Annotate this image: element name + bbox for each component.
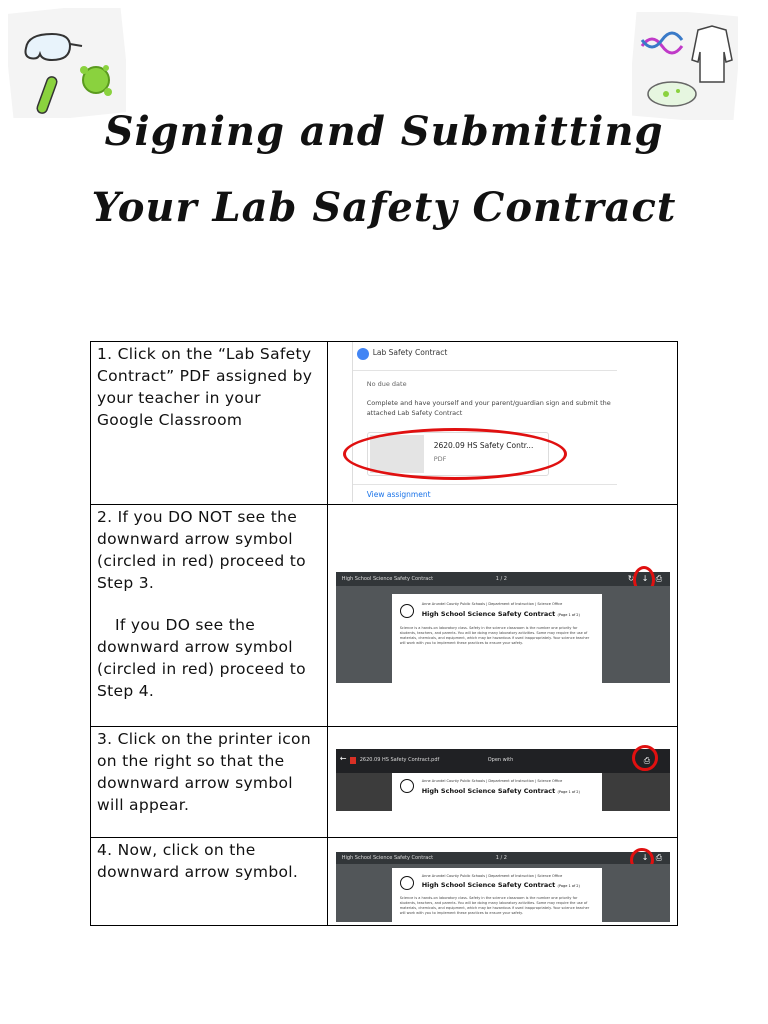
attachment-filename: 2620.09 HS Safety Contr... <box>433 441 534 450</box>
pdf-org: Anne Arundel County Public Schools | Department of Instruction | Science Office <box>421 874 563 878</box>
lab-clipart-right <box>632 12 738 120</box>
pdf-heading: High School Science Safety Contract (Page 1 of 2) <box>421 881 580 889</box>
page-title-line-1: Signing and Submitting <box>104 108 664 155</box>
step-row-2 <box>91 505 678 727</box>
pdf-heading: High School Science Safety Contract (Page 1 of 2) <box>421 610 580 618</box>
step-1-text: 1. Click on the “Lab Safety Contract” PDF assigned by your teacher in your Google Classroom <box>97 345 313 429</box>
steps-table <box>90 341 678 926</box>
attachment-filetype: PDF <box>433 455 447 463</box>
pdf-viewer-body <box>336 586 670 683</box>
pdf-viewer-toolbar <box>336 852 670 864</box>
page-counter: 1 / 2 <box>495 576 507 582</box>
download-arrow-icon[interactable]: ↓ <box>641 574 649 583</box>
open-with-button[interactable]: Open with <box>487 757 514 763</box>
page-title-line-2: Your Lab Safety Contract <box>91 184 677 231</box>
download-arrow-icon[interactable]: ↓ <box>641 853 649 862</box>
pdf-filename: 2620.09 HS Safety Contract.pdf <box>359 757 440 763</box>
lab-clipart-left <box>8 8 126 118</box>
pdf-viewer-body <box>336 864 670 922</box>
school-logo <box>400 876 414 890</box>
pdf-page <box>392 773 602 811</box>
pdf-heading: High School Science Safety Contract (Page 1 of 2) <box>421 787 580 795</box>
step-4-screenshot <box>327 838 677 926</box>
due-date: No due date <box>366 380 407 388</box>
step-2-text: 2. If you DO NOT see the downward arrow symbol (circled in red) proceed to Step 3. <box>97 508 306 592</box>
petri-dish-icon <box>648 82 696 106</box>
classroom-assignment-panel <box>352 342 617 502</box>
pdf-title: High School Science Safety Contract <box>341 855 434 861</box>
pdf-org: Anne Arundel County Public Schools | Department of Instruction | Science Office <box>421 602 563 606</box>
step-row-4 <box>91 838 678 926</box>
school-logo <box>400 604 414 618</box>
step-3-screenshot <box>327 727 677 838</box>
page-counter: 1 / 2 <box>495 855 507 861</box>
assignment-title: Lab Safety Contract <box>372 348 448 357</box>
print-icon[interactable]: ⎙ <box>655 853 663 862</box>
step-3-text: 3. Click on the printer icon on the right so that the downward arrow symbol will appear. <box>97 730 311 814</box>
highlight-circle <box>343 428 567 480</box>
assignment-description: Complete and have yourself and your parent/guardian sign and submit the attached Lab Safety Contract <box>366 399 611 417</box>
pdf-page <box>392 594 602 683</box>
pdf-org: Anne Arundel County Public Schools | Department of Instruction | Science Office <box>421 779 563 783</box>
pdf-title: High School Science Safety Contract <box>341 576 434 582</box>
pdf-viewer-toolbar <box>336 749 670 773</box>
assignment-icon <box>357 348 369 360</box>
step-2-text-alt: If you DO see the downward arrow symbol (circled in red) proceed to Step 4. <box>97 616 306 700</box>
school-logo <box>400 779 414 793</box>
step-row-1 <box>91 342 678 505</box>
pdf-viewer-toolbar <box>336 572 670 586</box>
rotate-icon[interactable]: ↻ <box>627 574 635 583</box>
pdf-body-text: Science is a hands-on laboratory class. Safety in the science classroom is the number one priority for students, teachers, and parents. You will be doing many laboratory activities. Some may require the use of materials, chemicals, and equipment, which may be hazardous if used inappropriately. Your science teacher will work with you to implement these practices to ensure your safety. <box>399 626 590 645</box>
back-arrow-icon[interactable]: ← <box>339 754 347 763</box>
pdf-file-icon <box>350 757 356 764</box>
print-icon[interactable]: ⎙ <box>655 574 663 583</box>
pdf-viewer-body <box>336 773 670 811</box>
step-row-3 <box>91 727 678 838</box>
print-icon[interactable]: ⎙ <box>643 756 651 765</box>
step-4-text: 4. Now, click on the downward arrow symbol. <box>97 841 299 881</box>
view-assignment-link[interactable]: View assignment <box>366 490 431 499</box>
step-2-screenshot <box>327 505 677 727</box>
pdf-body-text: Science is a hands-on laboratory class. Safety in the science classroom is the number one priority for students, teachers, and parents. You will be doing many laboratory activities. Some may require the use of materials, chemicals, and equipment, which may be hazardous if used inappropriately. Your science teacher will work with you to implement these practices to ensure your safety. <box>399 896 590 915</box>
highlight-circle <box>632 745 658 771</box>
pdf-page <box>392 868 602 922</box>
step-1-screenshot <box>327 342 677 505</box>
